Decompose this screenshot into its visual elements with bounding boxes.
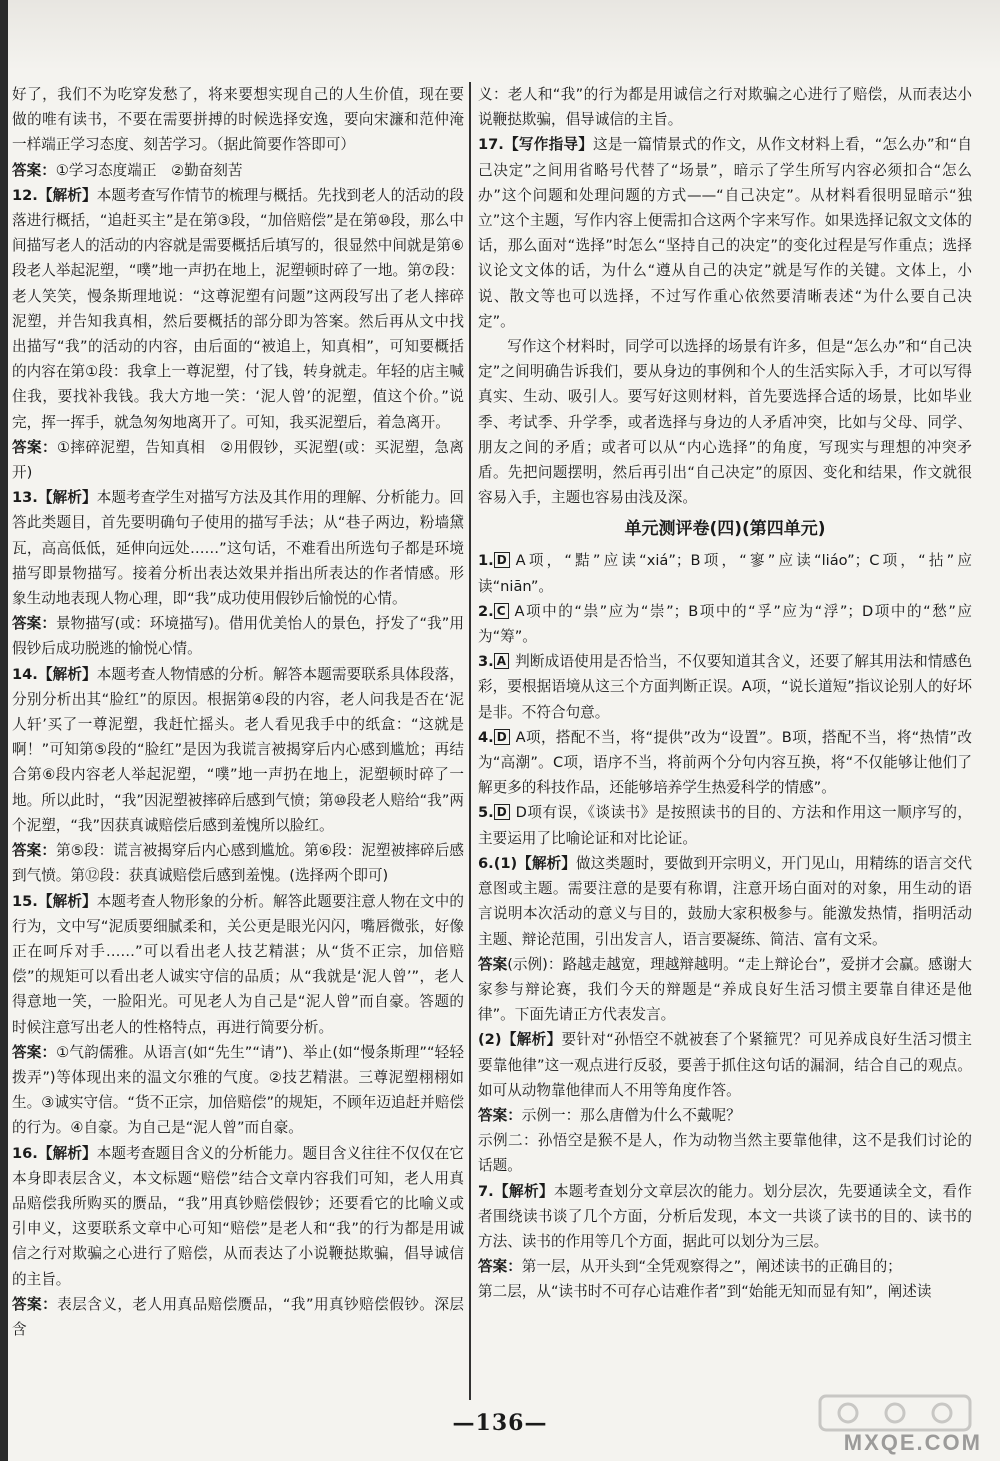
analysis-tag: 【解析】 [37,892,97,910]
item-number: 16. [12,1144,38,1162]
item-number: 4. [478,728,494,746]
item-text: 本题考查划分文章层次的能力。划分层次，先要通读全文，看作者围绕读书谈了几个方面，分析后发现，本文一共谈了读书的目的、读书的方法、读书的作用等几个方面，据此可以划分为三层。 [478,1182,972,1250]
answer-label: 答案： [12,161,56,179]
item-text: D项有误，《谈读书》是按照读书的目的、方法和作用这一顺序写的，主要运用了比喻论证和对比论证。 [478,804,972,847]
item-text: 本题考查学生对描写方法及其作用的理解、分析能力。回答此类题目，首先要明确句子使用的描写手法；从“巷子两边，粉墙黛瓦，高高低低，延伸向远处……”这句话，不难看出所选句子都是环境描写即景物描写。接着分析出表达效果并指出所表达的作者情感。形象生动地表现人物心理，即“我”成功使用假钞后愉悦的心情。 [12,489,464,608]
item-number: 13. [12,489,38,507]
column-divider [469,82,471,1400]
item-text: 本题考查题目含义的分析能力。题目含义往往不仅仅在它本身即表层含义，本文标题“赔偿”结合文章内容我们可知，老人用真品赔偿我所购买的赝品，“我”用真钞赔偿假钞；还要看它的比喻义或引申义，这要联系文章中心可知“赔偿”是老人和“我”的行为都是用诚信之行对欺骗之心进行了赔偿，从而表达了小说鞭挞欺骗，倡导诚信的主旨。 [12,1144,464,1288]
analysis-tag: (1)【解析】 [493,854,576,872]
item-text: 判断成语使用是否恰当，不仅要知道其含义，还要了解其用法和情感色彩，要根据语境从这三个方面判断正误。A项，“说长道短”指议论别人的好坏是非。不符合句意。 [478,653,972,721]
item-text: 本题考查写作情节的梳理与概括。先找到老人的活动的段落进行概括，“追赶买主”是在第③段，“加倍赔偿”是在第⑩段，那么中间描写老人的活动的内容就是需要概括后填写的，很显然中间就是第⑥段老人举起泥塑，“噗”地一声扔在地上，泥塑顿时碎了一地。第⑦段：老人笑笑，慢条斯理地说：“这尊泥塑有问题”这两段写出了老人摔碎泥塑，并告知我真相，然后要概括的部分即为答案。然后再从文中找出描写“我”的活动的内容，由后面的“被追上，知真相”，可知要概括的内容在第①段：我拿上一尊泥塑，付了钱，转身就走。年轻的店主喊住我，要找补我钱。我大方地一笑：‘泥人曾’的泥塑，值这个价。”说完，挥一挥手，就急匆匆地离开了。可知，我买泥塑后，着急离开。 [12,186,464,431]
item-text: 要针对“孙悟空不就被套了个紧箍咒？可见养成良好生活习惯主要靠他律”这一观点进行反驳，要善于抓住这句话的漏洞，结合自己的观点。如可从动物靠他律而人不用等角度作答。 [478,1031,972,1099]
analysis-tag: 【解析】 [37,186,97,204]
item-text: A项，搭配不当，将“提供”改为“设置”。B项，搭配不当，将“热情”改为“高潮”。C项，语序不当，将前两个分句内容互换，将“不仅能够让他们了解更多的科技作品，还能够培养学生热爱科学的情感”。 [478,728,972,797]
answer-line [12,435,464,485]
page-binding-edge [0,0,8,1461]
item-number: 15. [12,892,38,910]
answer-line [12,611,464,661]
answer-item [478,851,972,952]
item-number: 17. [478,136,504,154]
answer-item [12,889,464,1040]
answer-item [12,662,464,838]
item-number: 3. [478,653,494,671]
item-text: A项，“黠”应读“xiá”；B项，“寥”应读“liáo”；C项，“拈”应读“niān”。 [478,552,972,595]
answer-text: ①摔碎泥塑，告知真相 ②用假钞，买泥塑(或：买泥塑，急离开) [12,438,464,482]
answer-line [12,1040,464,1141]
paragraph: 义：老人和“我”的行为都是用诚信之行对欺骗之心进行了赔偿，从而表达小说鞭挞欺骗，倡导诚信的主旨。 [478,86,972,129]
paragraph: 示例二：孙悟空是猴不是人，作为动物当然主要靠他律，这不是我们讨论的话题。 [478,1132,972,1175]
analysis-tag: 【解析】 [493,1182,554,1200]
answer-box: C [494,603,509,619]
item-number: 6. [478,854,494,872]
answer-text: 景物描写(或：环境描写)。借用优美怡人的景色，抒发了“我”用假钞后成功脱逃的愉悦心情。 [12,615,464,658]
item-text: 这是一篇情景式的作文，从作文材料上看，“怎么办”和“自己决定”之间用省略号代替了“场景”，暗示了学生所写内容必须扣合“怎么办”这个问题和处理问题的方式——“自己决定”。从材料看很明显暗示“独立”这个主题，写作内容上便需扣合这两个字来写作。如果选择记叙文文体的话，那么面对“选择”时怎么“坚持自己的决定”的变化过程是写作重点；选择议论文文体的话，为什么“遵从自己的决定”就是写作的关键。文体上，小说、散文等也可以选择，不过写作重心依然要清晰表述“为什么要自己决定”。 [478,136,972,330]
answer-text: (示例)：路越走越宽，理越辩越明。“走上辩论台”，爱拼才会赢。感谢大家参与辩论赛，我们今天的辩题是“养成良好生活习惯主要靠自律还是他律”。下面先请正方代表发言。 [478,955,972,1024]
answer-text: 表层含义，老人用真品赔偿赝品，“我”用真钞赔偿假钞。深层含 [12,1295,464,1338]
answer-text: ①气韵儒雅。从语言(如“先生”“请”)、举止(如“慢条斯理”“轻轻拨弄”)等体现出来的温文尔雅的气度。②技艺精湛。三尊泥塑栩栩如生。③诚实守信。“货不正宗，加倍赔偿”的规矩，不顾年迈追赶并赔偿的行为。④自豪。为自己是“泥人曾”而自豪。 [12,1043,464,1137]
answer-label: 答案： [12,842,57,860]
answer-line [12,158,464,183]
answer-text: 示例一：那么唐僧为什么不戴呢？ [521,1106,741,1124]
page-number: —136— [452,1410,548,1436]
answer-label: 答案： [12,438,57,456]
item-number: 14. [12,665,38,683]
choice-item [478,725,972,801]
section-title: 单元测评卷(四)(第四单元) [624,519,826,540]
answer-line [478,1103,972,1128]
choice-item [478,548,972,598]
answer-box: D [494,804,510,820]
answer-item [478,1027,972,1103]
choice-item [478,800,972,850]
item-number: 2. [478,602,494,620]
item-text: A项中的“祟”应为“崇”；B项中的“孚”应为“浮”；D项中的“愁”应为“筹”。 [478,602,972,646]
watermark-url: MXQE.COM [843,1430,982,1455]
answer-label: 答案： [12,615,56,633]
paragraph: 好了，我们不为吃穿发愁了，将来要想实现自己的人生价值，现在要做的唯有读书，不要在需要拼搏的时候选择安逸，要向宋濂和范仲淹一样端正学习态度、刻苦学习。（据此简要作答即可） [12,86,464,154]
choice-item [478,599,972,649]
answer-item [12,1141,464,1292]
answer-label: 答案： [12,1043,57,1061]
analysis-tag: 【解析】 [37,489,97,507]
item-number: 5. [478,804,494,822]
analysis-tag: (2)【解析】 [478,1031,562,1049]
answer-box: D [494,552,510,568]
answer-text: 第⑤段：谎言被揭穿后内心感到尴尬。第⑥段：泥塑被摔碎后感到气愤。第⑫段：获真诚赔偿后感到羞愧。(选择两个即可) [12,842,464,885]
answer-label: 答案： [478,1106,522,1124]
choice-item [478,649,972,725]
paragraph: 写作这个材料时，同学可以选择的场景有许多，但是“怎么办”和“自己决定”之间明确告诉我们，要从身边的事例和个人的生活实际入手，才可以写得真实、生动、吸引人。要写好这则材料，首先要选择合适的场景，比如毕业季、考试季、升学季，或者选择与身边的人矛盾冲突，比如与父母、同学、朋友之间的矛盾；或者可以从“内心选择”的角度，写现实与理想的冲突矛盾。先把问题摆明，然后再引出“自己决定”的原因、变化和结果，作文就很容易入手，主题也容易由浅及深。 [478,338,972,507]
item-number: 7. [478,1182,494,1200]
answer-line [12,1292,464,1342]
analysis-tag: 【解析】 [37,1144,97,1162]
answer-item [12,183,464,435]
right-column [478,82,972,1400]
answer-item [12,485,464,611]
answer-item [478,1179,972,1255]
item-number: 1. [478,552,494,570]
item-text: 本题考查人物情感的分析。解答本题需要联系具体段落，分别分析出其“脸红”的原因。根据第④段的内容，老人问我是否在‘泥人轩’买了一尊泥塑，我赶忙摇头。老人看见我手中的纸盒：“这就是啊！”可知第⑤段的“脸红”是因为我谎言被揭穿后内心感到尴尬；再结合第⑥段内容老人举起泥塑，“噗”地一声扔在地上，泥塑顿时碎了一地。所以此时，“我”因泥塑被摔碎后感到气愤；第⑩段老人赔给“我”两个泥塑，“我”因获真诚赔偿后感到羞愧所以脸红。 [12,665,464,834]
page-top-shade [0,0,1000,70]
answer-text: 第一层，从开头到“全凭观察得之”，阐述读书的正确目的； [521,1258,902,1276]
item-number: 12. [12,186,38,204]
answer-line [478,952,972,1028]
answer-label: 答案： [478,1258,522,1276]
analysis-tag: 【写作指导】 [503,136,594,154]
analysis-tag: 【解析】 [37,665,97,683]
answer-line [12,838,464,888]
answer-label: 答案： [12,1295,58,1313]
answer-line [478,1254,972,1279]
answer-label: 答案 [478,955,508,973]
paragraph: 第二层，从“读书时不可存心诘难作者”到“始能无知而显有知”，阐述读 [478,1283,932,1301]
answer-box: D [494,729,510,745]
answer-item [478,132,972,334]
left-column [12,82,464,1400]
answer-text: ①学习态度端正 ②勤奋刻苦 [55,161,243,179]
item-text: 做这类题时，要做到开宗明义，开门见山，用精练的语言交代意图或主题。需要注意的是要有称谓，注意开场白面对的对象，用生动的语言说明本次活动的意义与目的，鼓励大家积极参与。能激发热情，指明活动主题、辩论范围，引出发言人，语言要凝练、简洁、富有文采。 [478,854,972,948]
answer-box: A [494,653,509,669]
item-text: 本题考查人物形象的分析。解答此题要注意人物在文中的行为，文中写“泥质要细腻柔和，关公更是眼光闪闪，嘴唇微张，好像正在呵斥对手……”可以看出老人技艺精湛；从“货不正宗，加倍赔偿”的规矩可以看出老人诚实守信的品质；从“我就是‘泥人曾’”，老人得意地一笑，一脸阳光。可见老人为自己是“泥人曾”而自豪。答题的时候注意写出老人的性格特点，再进行简要分析。 [12,892,464,1036]
